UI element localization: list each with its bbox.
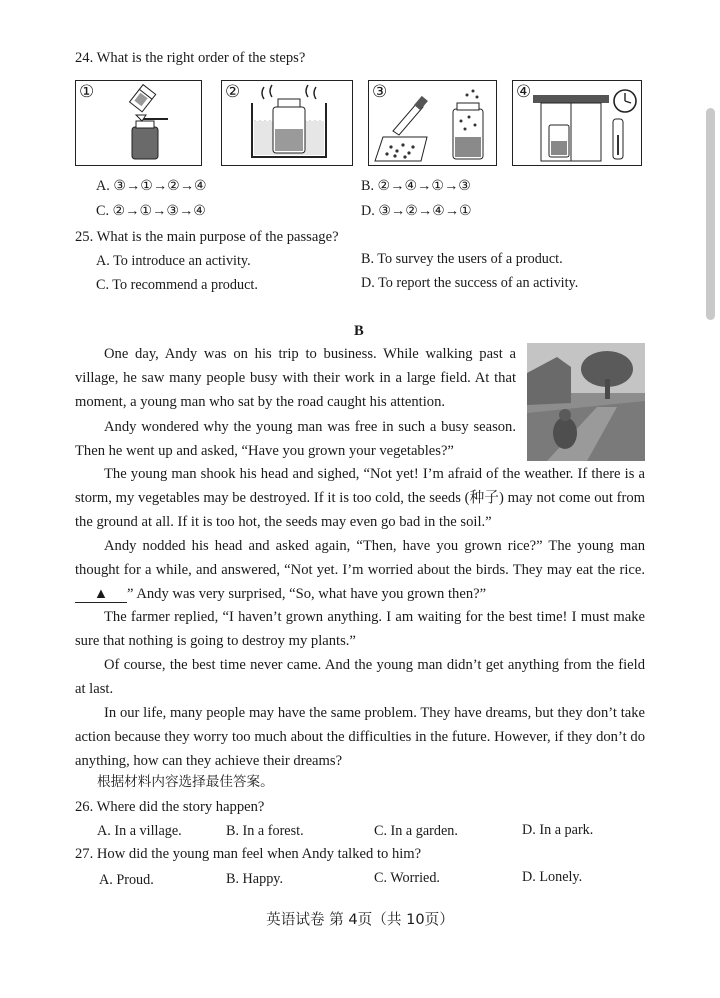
step-number: ① bbox=[79, 82, 95, 102]
q24-option-a[interactable]: A. ③→①→②→④ bbox=[96, 178, 207, 194]
q27-option-d[interactable]: D. Lonely. bbox=[522, 869, 583, 885]
q26-option-a[interactable]: A. In a village. bbox=[97, 823, 182, 839]
q24-option-d[interactable]: D. ③→②→④→① bbox=[361, 203, 472, 219]
paragraph-1: One day, Andy was on his trip to business. While walking past a village, he saw many people busy with their work in a large field. At that moment, a young man who sat by the road caught his attention. bbox=[75, 346, 516, 410]
step-number: ③ bbox=[372, 82, 388, 102]
step-2-picture bbox=[221, 80, 353, 166]
q25-option-c[interactable]: C. To recommend a product. bbox=[96, 277, 258, 293]
q25-option-b[interactable]: B. To survey the users of a product. bbox=[361, 251, 563, 267]
paragraph-7: In our life, many people may have the same problem. They have dreams, but they don’t take action because they worry too much about the difficulties in the future. However, if they don’t do anything, how can they achieve their dreams? bbox=[75, 705, 645, 769]
q25-option-d[interactable]: D. To report the success of an activity. bbox=[361, 275, 579, 291]
q26-option-d[interactable]: D. In a park. bbox=[522, 822, 594, 838]
pour-into-jar-icon bbox=[76, 81, 200, 164]
step-number: ④ bbox=[516, 82, 532, 102]
step-3-picture bbox=[368, 80, 497, 166]
section-heading: B bbox=[354, 323, 364, 339]
jar-in-cabinet-clock-thermometer-icon bbox=[513, 81, 640, 164]
scrollbar-thumb[interactable] bbox=[706, 108, 715, 320]
paragraph-4: Andy nodded his head and asked again, “Then, have you grown rice?” The young man thought for a while, and answered, “Not yet. I’m worried about the birds. They may eat the rice. ▲ ” Andy was very surprised, “So, what have you grown then?” bbox=[75, 538, 645, 602]
q27-option-a[interactable]: A. Proud. bbox=[99, 872, 154, 888]
question-24: 24. What is the right order of the steps? bbox=[75, 50, 306, 66]
young-man-by-road-photo-icon bbox=[527, 343, 645, 461]
paragraph-2: Andy wondered why the young man was free in such a busy season. Then he went up and asked, “Have you grown your vegetables?” bbox=[75, 419, 516, 459]
step-4-picture bbox=[512, 80, 642, 166]
question-25: 25. What is the main purpose of the passage? bbox=[75, 229, 339, 245]
paragraph-3: The young man shook his head and sighed, “Not yet! I’m afraid of the weather. If there is a storm, my vegetables may be destroyed. If it is too cold, the seeds (种子) may not come out from the ground at all. If it is too hot, the seeds may even go bad in the soil.” bbox=[75, 466, 645, 530]
q26-option-b[interactable]: B. In a forest. bbox=[226, 823, 304, 839]
page-footer: 英语试卷 第 4页（共 10页） bbox=[266, 911, 454, 928]
question-26: 26. Where did the story happen? bbox=[75, 799, 265, 815]
q24-option-c[interactable]: C. ②→①→③→④ bbox=[96, 203, 206, 219]
question-27: 27. How did the young man feel when Andy talked to him? bbox=[75, 846, 422, 862]
q24-option-b[interactable]: B. ②→④→①→③ bbox=[361, 178, 471, 194]
q26-option-c[interactable]: C. In a garden. bbox=[374, 823, 458, 839]
paragraph-6: Of course, the best time never came. And the young man didn’t get anything from the field at last. bbox=[75, 657, 645, 697]
q27-option-b[interactable]: B. Happy. bbox=[226, 871, 284, 887]
jar-in-hot-water-icon bbox=[222, 81, 351, 164]
step-1-picture bbox=[75, 80, 202, 166]
q25-option-a[interactable]: A. To introduce an activity. bbox=[96, 253, 251, 269]
q27-option-c[interactable]: C. Worried. bbox=[374, 870, 440, 886]
chop-and-fill-jar-icon bbox=[369, 81, 495, 164]
story-photo bbox=[527, 343, 645, 461]
step-number: ② bbox=[225, 82, 241, 102]
answer-blank[interactable]: ▲ bbox=[75, 586, 127, 603]
instruction: 根据材料内容选择最佳答案。 bbox=[97, 774, 274, 790]
paragraph-5: The farmer replied, “I haven’t grown anything. I am waiting for the best time! I must make sure that nothing is going to destroy my plants.” bbox=[75, 609, 645, 649]
